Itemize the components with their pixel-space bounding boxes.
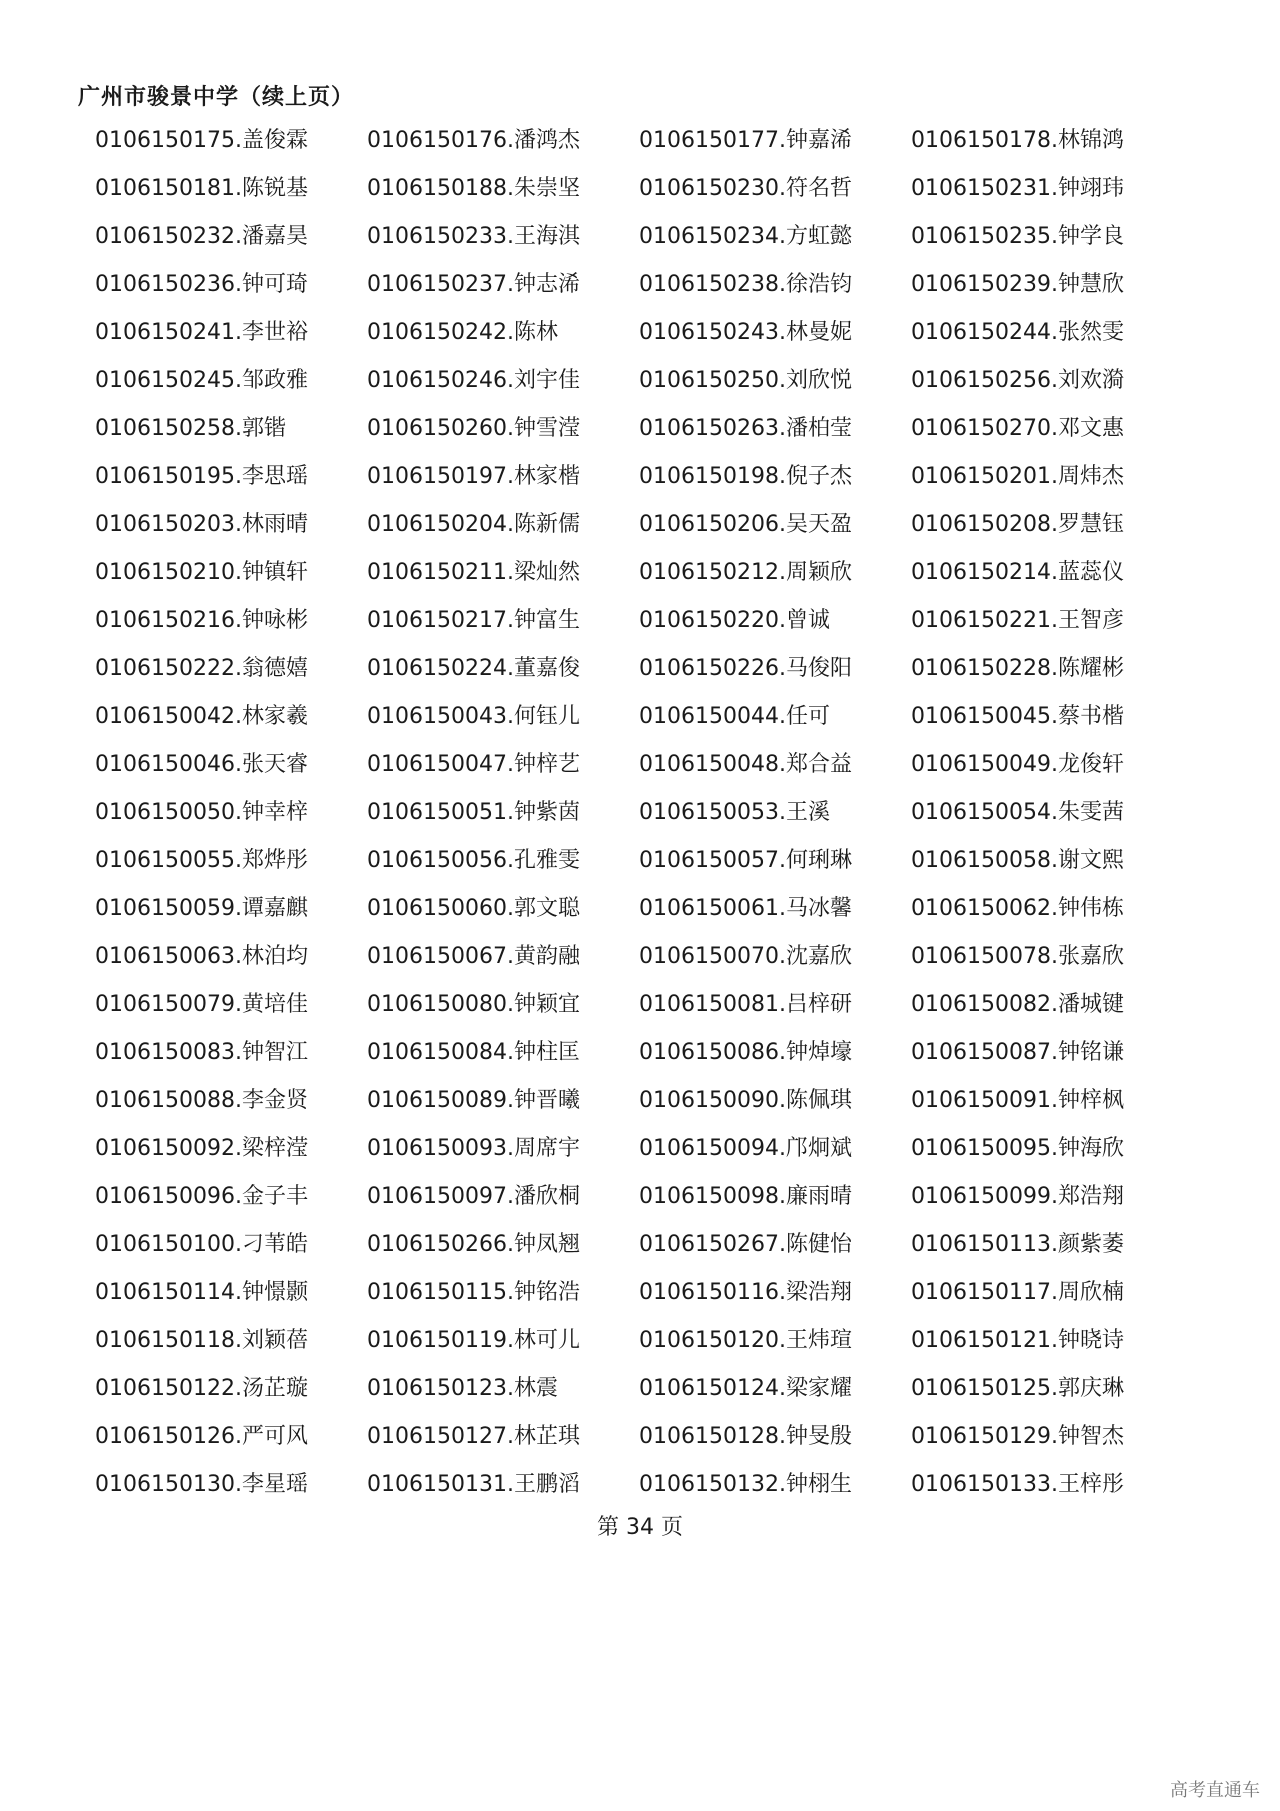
student-entry: 0106150236.钟可琦 [95,272,308,297]
student-entry: 0106150082.潘城键 [911,992,1124,1017]
student-entry: 0106150083.钟智江 [95,1040,308,1065]
student-entry: 0106150120.王炜瑄 [639,1328,852,1353]
student-entry: 0106150220.曾诚 [639,608,830,633]
student-entry: 0106150078.张嘉欣 [911,944,1124,969]
student-entry: 0106150212.周颖欣 [639,560,852,585]
student-entry: 0106150204.陈新儒 [367,512,580,537]
student-entry: 0106150226.马俊阳 [639,656,852,681]
student-entry: 0106150094.邝炯斌 [639,1136,852,1161]
student-entry: 0106150127.林芷琪 [367,1424,580,1449]
student-entry: 0106150049.龙俊轩 [911,752,1124,777]
student-entry: 0106150270.邓文惠 [911,416,1124,441]
student-entry: 0106150067.黄韵融 [367,944,580,969]
student-entry: 0106150266.钟凤翘 [367,1232,580,1257]
student-entry: 0106150057.何琍琳 [639,848,852,873]
student-entry: 0106150181.陈锐基 [95,176,308,201]
student-entry: 0106150042.林家羲 [95,704,308,729]
student-entry: 0106150063.林泊均 [95,944,308,969]
student-entry: 0106150241.李世裕 [95,320,308,345]
student-entry: 0106150122.汤芷璇 [95,1376,308,1401]
student-entry: 0106150116.梁浩翔 [639,1280,852,1305]
student-entry: 0106150055.郑烨彤 [95,848,308,873]
student-entry: 0106150231.钟翊玮 [911,176,1124,201]
student-entry: 0106150245.邹政雅 [95,368,308,393]
student-entry: 0106150053.王溪 [639,800,830,825]
student-entry: 0106150080.钟颖宜 [367,992,580,1017]
page-number: 第 34 页 [597,1515,683,1540]
student-entry: 0106150045.蔡书楷 [911,704,1124,729]
student-entry: 0106150043.何钰儿 [367,704,580,729]
student-entry: 0106150217.钟富生 [367,608,580,633]
student-entry: 0106150051.钟紫茵 [367,800,580,825]
student-entry: 0106150206.吴天盈 [639,512,852,537]
student-entry: 0106150211.梁灿然 [367,560,580,585]
student-entry: 0106150099.郑浩翔 [911,1184,1124,1209]
student-entry: 0106150062.钟伟栋 [911,896,1124,921]
student-entry: 0106150208.罗慧钰 [911,512,1124,537]
student-entry: 0106150081.吕梓研 [639,992,852,1017]
student-entry: 0106150070.沈嘉欣 [639,944,852,969]
student-entry: 0106150239.钟慧欣 [911,272,1124,297]
student-entry: 0106150119.林可儿 [367,1328,580,1353]
student-entry: 0106150093.周席宇 [367,1136,580,1161]
student-entry: 0106150113.颜紫萎 [911,1232,1124,1257]
student-entry: 0106150197.林家楷 [367,464,580,489]
student-entry: 0106150098.廉雨晴 [639,1184,852,1209]
student-entry: 0106150132.钟栩生 [639,1472,852,1497]
student-entry: 0106150050.钟幸梓 [95,800,308,825]
student-entry: 0106150044.任可 [639,704,830,729]
student-entry: 0106150126.严可风 [95,1424,308,1449]
student-entry: 0106150129.钟智杰 [911,1424,1124,1449]
student-entry: 0106150214.蓝蕊仪 [911,560,1124,585]
student-entry: 0106150177.钟嘉浠 [639,128,852,153]
student-entry: 0106150250.刘欣悦 [639,368,852,393]
student-entry: 0106150090.陈佩琪 [639,1088,852,1113]
student-entry: 0106150131.王鹏滔 [367,1472,580,1497]
student-entry: 0106150121.钟晓诗 [911,1328,1124,1353]
student-entry: 0106150195.李思瑶 [95,464,308,489]
student-entry: 0106150234.方虹懿 [639,224,852,249]
student-entry: 0106150115.钟铭浩 [367,1280,580,1305]
student-entry: 0106150224.董嘉俊 [367,656,580,681]
student-entry: 0106150130.李星瑶 [95,1472,308,1497]
student-entry: 0106150178.林锦鸿 [911,128,1124,153]
student-entry: 0106150114.钟憬颢 [95,1280,308,1305]
student-entry: 0106150233.王海淇 [367,224,580,249]
student-entry: 0106150096.金子丰 [95,1184,308,1209]
student-entry: 0106150258.郭锴 [95,416,286,441]
student-entry: 0106150198.倪子杰 [639,464,852,489]
student-entry: 0106150097.潘欣桐 [367,1184,580,1209]
student-entry: 0106150228.陈耀彬 [911,656,1124,681]
student-entry: 0106150176.潘鸿杰 [367,128,580,153]
student-list [95,124,1155,1516]
student-entry: 0106150088.李金贤 [95,1088,308,1113]
student-entry: 0106150092.梁梓滢 [95,1136,308,1161]
student-entry: 0106150222.翁德嬉 [95,656,308,681]
student-entry: 0106150243.林曼妮 [639,320,852,345]
watermark-text: 高考直通车 [1170,1780,1260,1801]
student-entry: 0106150060.郭文聪 [367,896,580,921]
student-entry: 0106150235.钟学良 [911,224,1124,249]
student-entry: 0106150091.钟梓枫 [911,1088,1124,1113]
student-entry: 0106150056.孔雅雯 [367,848,580,873]
student-entry: 0106150246.刘宇佳 [367,368,580,393]
student-entry: 0106150263.潘柏莹 [639,416,852,441]
student-entry: 0106150216.钟咏彬 [95,608,308,633]
student-entry: 0106150047.钟梓艺 [367,752,580,777]
school-heading: 广州市骏景中学（续上页） [78,85,355,110]
student-entry: 0106150087.钟铭谦 [911,1040,1124,1065]
student-entry: 0106150125.郭庆琳 [911,1376,1124,1401]
student-entry: 0106150124.梁家耀 [639,1376,852,1401]
student-entry: 0106150267.陈健怡 [639,1232,852,1257]
student-entry: 0106150079.黄培佳 [95,992,308,1017]
student-entry: 0106150175.盖俊霖 [95,128,308,153]
student-entry: 0106150089.钟晋曦 [367,1088,580,1113]
student-entry: 0106150244.张然雯 [911,320,1124,345]
student-entry: 0106150230.符名哲 [639,176,852,201]
student-entry: 0106150242.陈林 [367,320,558,345]
student-entry: 0106150118.刘颖蓓 [95,1328,308,1353]
student-entry: 0106150061.马冰馨 [639,896,852,921]
student-entry: 0106150203.林雨晴 [95,512,308,537]
student-entry: 0106150188.朱崇坚 [367,176,580,201]
student-entry: 0106150095.钟海欣 [911,1136,1124,1161]
student-entry: 0106150048.郑合益 [639,752,852,777]
student-entry: 0106150100.刁苇皓 [95,1232,308,1257]
student-entry: 0106150117.周欣楠 [911,1280,1124,1305]
student-entry: 0106150133.王梓彤 [911,1472,1124,1497]
student-entry: 0106150221.王智彦 [911,608,1124,633]
student-entry: 0106150232.潘嘉昊 [95,224,308,249]
student-entry: 0106150058.谢文熙 [911,848,1124,873]
student-entry: 0106150210.钟镇轩 [95,560,308,585]
student-entry: 0106150238.徐浩钧 [639,272,852,297]
student-entry: 0106150201.周炜杰 [911,464,1124,489]
student-entry: 0106150128.钟旻殷 [639,1424,852,1449]
student-entry: 0106150046.张天睿 [95,752,308,777]
student-entry: 0106150256.刘欢漪 [911,368,1124,393]
student-entry: 0106150260.钟雪滢 [367,416,580,441]
student-entry: 0106150084.钟柱匡 [367,1040,580,1065]
student-entry: 0106150059.谭嘉麒 [95,896,308,921]
student-entry: 0106150237.钟志浠 [367,272,580,297]
student-entry: 0106150054.朱雯茜 [911,800,1124,825]
student-entry: 0106150123.林震 [367,1376,558,1401]
student-entry: 0106150086.钟焯壕 [639,1040,852,1065]
